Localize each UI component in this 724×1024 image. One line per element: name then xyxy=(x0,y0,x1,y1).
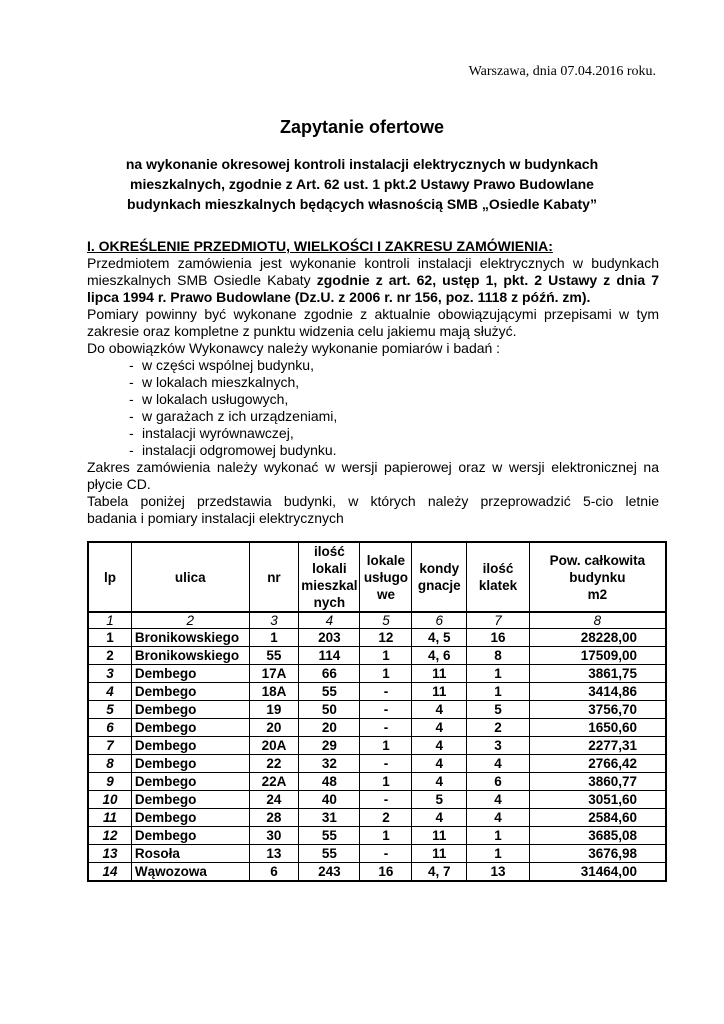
cell-staircases: 1 xyxy=(467,827,530,845)
cell-residential-units: 20 xyxy=(299,719,360,737)
cell-staircases: 16 xyxy=(467,629,530,647)
cell-floors: 4 xyxy=(412,809,467,827)
table-row xyxy=(88,845,666,863)
cell-total-area: 3860,77 xyxy=(529,773,666,791)
cell-total-area: 17509,00 xyxy=(529,647,666,665)
cell-floors: 4, 6 xyxy=(412,647,467,665)
cell-staircases: 3 xyxy=(467,737,530,755)
column-number-row xyxy=(88,612,666,629)
cell-number: 20A xyxy=(249,737,298,755)
header-text: kondy xyxy=(419,561,460,576)
cell-staircases: 1 xyxy=(467,683,530,701)
header-text: we xyxy=(376,586,395,602)
cell-total-area: 2766,42 xyxy=(529,755,666,773)
table-row xyxy=(88,665,666,683)
cell-lp: 4 xyxy=(88,683,131,701)
cell-residential-units: 48 xyxy=(299,773,360,791)
cell-floors: 11 xyxy=(412,827,467,845)
header-text: budynku xyxy=(569,569,626,585)
paragraph-line: Do obowiązków Wykonawcy należy wykonanie pomiarów i badań : xyxy=(87,340,501,356)
cell-street: Dembego xyxy=(131,809,249,827)
cell-service-units: - xyxy=(360,719,412,737)
date-line: Warszawa, dnia 07.04.2016 roku. xyxy=(468,64,656,79)
list-item-text: w lokalach mieszkalnych, xyxy=(142,374,300,390)
section-heading: I. OKREŚLENIE PRZEDMIOTU, WIELKOŚCI I ZAKRESU ZAMÓWIENIA: xyxy=(87,238,553,254)
cell-lp: 14 xyxy=(88,863,131,882)
header-text: mieszkal xyxy=(301,578,358,593)
cell-staircases: 6 xyxy=(467,773,530,791)
cell-street: Dembego xyxy=(131,737,249,755)
cell-total-area: 2584,60 xyxy=(529,809,666,827)
cell-total-area: 3861,75 xyxy=(529,665,666,683)
document-title: Zapytanie ofertowe xyxy=(279,117,445,137)
header-staircases xyxy=(467,542,530,612)
header-text: lokale xyxy=(366,552,406,568)
cell-total-area: 28228,00 xyxy=(529,629,666,647)
paragraph-bold-text: lipca 1994 r. Prawo Budowlane (Dz.U. z 2006 r. nr 156, poz. 1118 z późń. zm). xyxy=(87,289,591,305)
cell-lp: 13 xyxy=(88,845,131,863)
header-total-area xyxy=(529,542,666,612)
cell-staircases: 2 xyxy=(467,719,530,737)
table-row xyxy=(88,827,666,845)
cell-total-area: 2277,31 xyxy=(529,737,666,755)
cell-service-units: - xyxy=(360,701,412,719)
table-row xyxy=(88,719,666,737)
paragraph-line: płycie CD. xyxy=(87,476,151,492)
list-item xyxy=(129,442,659,459)
paragraph-line: Zakres zamówienia należy wykonać w wersji papierowej oraz w wersji elektronicznej na xyxy=(87,459,659,475)
cell-lp: 12 xyxy=(88,827,131,845)
cell-lp: 5 xyxy=(88,701,131,719)
cell-total-area: 3685,08 xyxy=(529,827,666,845)
cell-street: Bronikowskiego xyxy=(131,647,249,665)
cell-floors: 11 xyxy=(412,683,467,701)
cell-residential-units: 31 xyxy=(299,809,360,827)
cell-total-area: 1650,60 xyxy=(529,719,666,737)
table-row xyxy=(88,683,666,701)
list-item-text: w garażach z ich urządzeniami, xyxy=(142,408,338,424)
cell-residential-units: 50 xyxy=(299,701,360,719)
cell-lp: 11 xyxy=(88,809,131,827)
paragraph-text: mieszkalnych SMB Osiedle Kabaty xyxy=(87,272,317,288)
header-text: gnacje xyxy=(417,578,461,593)
paragraph-line: badania i pomiary instalacji elektrycznych xyxy=(87,510,344,526)
cell-service-units: 1 xyxy=(360,827,412,845)
cell-number: 22 xyxy=(249,755,298,773)
bullet-dash: - xyxy=(129,425,134,441)
cell-number: 1 xyxy=(249,629,298,647)
cell-number: 20 xyxy=(249,719,298,737)
bullet-dash: - xyxy=(129,374,134,390)
cell-floors: 4 xyxy=(412,719,467,737)
cell-floors: 5 xyxy=(412,791,467,809)
cell-number: 19 xyxy=(249,701,298,719)
cell-service-units: 1 xyxy=(360,737,412,755)
cell-residential-units: 29 xyxy=(299,737,360,755)
cell-lp: 8 xyxy=(88,755,131,773)
cell-service-units: 1 xyxy=(360,665,412,683)
cell-total-area: 3414,86 xyxy=(529,683,666,701)
header-nr: nr xyxy=(249,542,298,612)
document-subtitle xyxy=(100,154,624,214)
cell-number: 13 xyxy=(249,845,298,863)
cell-staircases: 8 xyxy=(467,647,530,665)
cell-lp: 2 xyxy=(88,647,131,665)
subtitle-line: na wykonanie okresowej kontroli instalacji elektrycznych w budynkach xyxy=(125,156,599,172)
header-text: m2 xyxy=(587,586,608,602)
cell-staircases: 4 xyxy=(467,755,530,773)
subtitle-line: budynkach mieszkalnych będących własnością SMB „Osiedle Kabaty” xyxy=(127,196,597,212)
cell-number: 30 xyxy=(249,827,298,845)
cell-lp: 10 xyxy=(88,791,131,809)
cell-service-units: - xyxy=(360,755,412,773)
cell-street: Dembego xyxy=(131,665,249,683)
list-item-text: instalacji odgromowej budynku. xyxy=(142,442,337,458)
cell-staircases: 1 xyxy=(467,845,530,863)
cell-floors: 11 xyxy=(412,665,467,683)
table-row xyxy=(88,647,666,665)
header-ulica: ulica xyxy=(131,542,249,612)
table-row xyxy=(88,737,666,755)
cell-street: Dembego xyxy=(131,755,249,773)
header-residential-units xyxy=(299,542,360,612)
cell-street: Dembego xyxy=(131,773,249,791)
paragraph-line xyxy=(87,289,659,306)
cell-floors: 4 xyxy=(412,701,467,719)
cell-floors: 4 xyxy=(412,737,467,755)
cell-residential-units: 55 xyxy=(299,845,360,863)
cell-lp: 7 xyxy=(88,737,131,755)
cell-lp: 9 xyxy=(88,773,131,791)
list-item-text: instalacji wyrównawczej, xyxy=(142,425,294,441)
cell-total-area: 3676,98 xyxy=(529,845,666,863)
cell-residential-units: 32 xyxy=(299,755,360,773)
cell-lp: 6 xyxy=(88,719,131,737)
header-service-units xyxy=(360,542,412,612)
cell-staircases: 13 xyxy=(467,863,530,882)
column-number: 8 xyxy=(529,612,666,629)
list-item xyxy=(129,408,659,425)
paragraph-line: Pomiary powinny być wykonane zgodnie z aktualnie obowiązującymi przepisami w tym xyxy=(87,306,659,322)
cell-number: 55 xyxy=(249,647,298,665)
cell-total-area: 3051,60 xyxy=(529,791,666,809)
header-floors xyxy=(412,542,467,612)
cell-staircases: 4 xyxy=(467,809,530,827)
cell-service-units: 2 xyxy=(360,809,412,827)
header-text: usługo xyxy=(363,569,409,585)
cell-number: 17A xyxy=(249,665,298,683)
cell-service-units: - xyxy=(360,791,412,809)
cell-street: Rosoła xyxy=(131,845,249,863)
cell-floors: 11 xyxy=(412,845,467,863)
column-number: 4 xyxy=(299,612,360,629)
cell-residential-units: 243 xyxy=(299,863,360,882)
list-item-text: w lokalach usługowych, xyxy=(142,391,289,407)
header-text: ilość xyxy=(313,544,345,559)
cell-service-units: 1 xyxy=(360,773,412,791)
column-number: 5 xyxy=(360,612,412,629)
cell-residential-units: 40 xyxy=(299,791,360,809)
cell-staircases: 5 xyxy=(467,701,530,719)
cell-street: Dembego xyxy=(131,701,249,719)
cell-lp: 3 xyxy=(88,665,131,683)
table-row xyxy=(88,791,666,809)
column-number: 3 xyxy=(249,612,298,629)
cell-street: Dembego xyxy=(131,827,249,845)
table-row xyxy=(88,773,666,791)
cell-residential-units: 114 xyxy=(299,647,360,665)
cell-residential-units: 203 xyxy=(299,629,360,647)
section-scope xyxy=(87,238,659,527)
subtitle-line: mieszkalnych, zgodnie z Art. 62 ust. 1 pkt.2 Ustawy Prawo Budowlane xyxy=(130,176,594,192)
paragraph-line: Przedmiotem zamówienia jest wykonanie kontroli instalacji elektrycznych w budynkach xyxy=(87,255,659,271)
column-number: 1 xyxy=(88,612,131,629)
cell-floors: 4, 5 xyxy=(412,629,467,647)
list-item xyxy=(129,374,659,391)
cell-residential-units: 66 xyxy=(299,665,360,683)
paragraph-line: zakresie oraz kompletne z punktu widzenia celu jakiemu mają służyć. xyxy=(87,323,517,339)
header-text: Pow. całkowita xyxy=(549,552,646,568)
cell-residential-units: 55 xyxy=(299,827,360,845)
cell-service-units: 12 xyxy=(360,629,412,647)
cell-number: 24 xyxy=(249,791,298,809)
duties-list xyxy=(87,357,659,459)
table-row xyxy=(88,755,666,773)
cell-lp: 1 xyxy=(88,629,131,647)
header-text: ilość xyxy=(482,561,514,576)
paragraph-line xyxy=(87,272,659,289)
header-text: klatek xyxy=(478,578,518,593)
paragraph-line: Tabela poniżej przedstawia budynki, w których należy przeprowadzić 5-cio letnie xyxy=(87,493,659,509)
cell-total-area: 31464,00 xyxy=(529,863,666,882)
cell-street: Dembego xyxy=(131,719,249,737)
header-text: lokali xyxy=(312,561,347,576)
cell-street: Dembego xyxy=(131,683,249,701)
bullet-dash: - xyxy=(129,408,134,424)
cell-service-units: 1 xyxy=(360,647,412,665)
cell-floors: 4 xyxy=(412,755,467,773)
cell-floors: 4, 7 xyxy=(412,863,467,882)
cell-service-units: - xyxy=(360,845,412,863)
header-text: nych xyxy=(313,595,346,610)
table-row xyxy=(88,701,666,719)
cell-street: Wąwozowa xyxy=(131,863,249,882)
list-item xyxy=(129,391,659,408)
list-item xyxy=(129,425,659,442)
cell-floors: 4 xyxy=(412,773,467,791)
column-number: 6 xyxy=(412,612,467,629)
bullet-dash: - xyxy=(129,357,134,373)
list-item xyxy=(129,357,659,374)
list-item-text: w części wspólnej budynku, xyxy=(142,357,314,373)
cell-number: 18A xyxy=(249,683,298,701)
column-number: 2 xyxy=(131,612,249,629)
table-row xyxy=(88,629,666,647)
cell-staircases: 1 xyxy=(467,665,530,683)
table-row xyxy=(88,863,666,882)
cell-service-units: - xyxy=(360,683,412,701)
cell-residential-units: 55 xyxy=(299,683,360,701)
cell-service-units: 16 xyxy=(360,863,412,882)
cell-number: 28 xyxy=(249,809,298,827)
cell-number: 6 xyxy=(249,863,298,882)
bullet-dash: - xyxy=(129,391,134,407)
buildings-table xyxy=(87,541,667,882)
table-header-row xyxy=(88,542,666,612)
header-lp: lp xyxy=(88,542,131,612)
cell-street: Bronikowskiego xyxy=(131,629,249,647)
paragraph-bold-text: zgodnie z art. 62, ustęp 1, pkt. 2 Ustawy z dnia 7 xyxy=(316,272,659,288)
table-row xyxy=(88,809,666,827)
column-number: 7 xyxy=(467,612,530,629)
cell-total-area: 3756,70 xyxy=(529,701,666,719)
cell-number: 22A xyxy=(249,773,298,791)
cell-staircases: 4 xyxy=(467,791,530,809)
cell-street: Dembego xyxy=(131,791,249,809)
bullet-dash: - xyxy=(129,442,134,458)
